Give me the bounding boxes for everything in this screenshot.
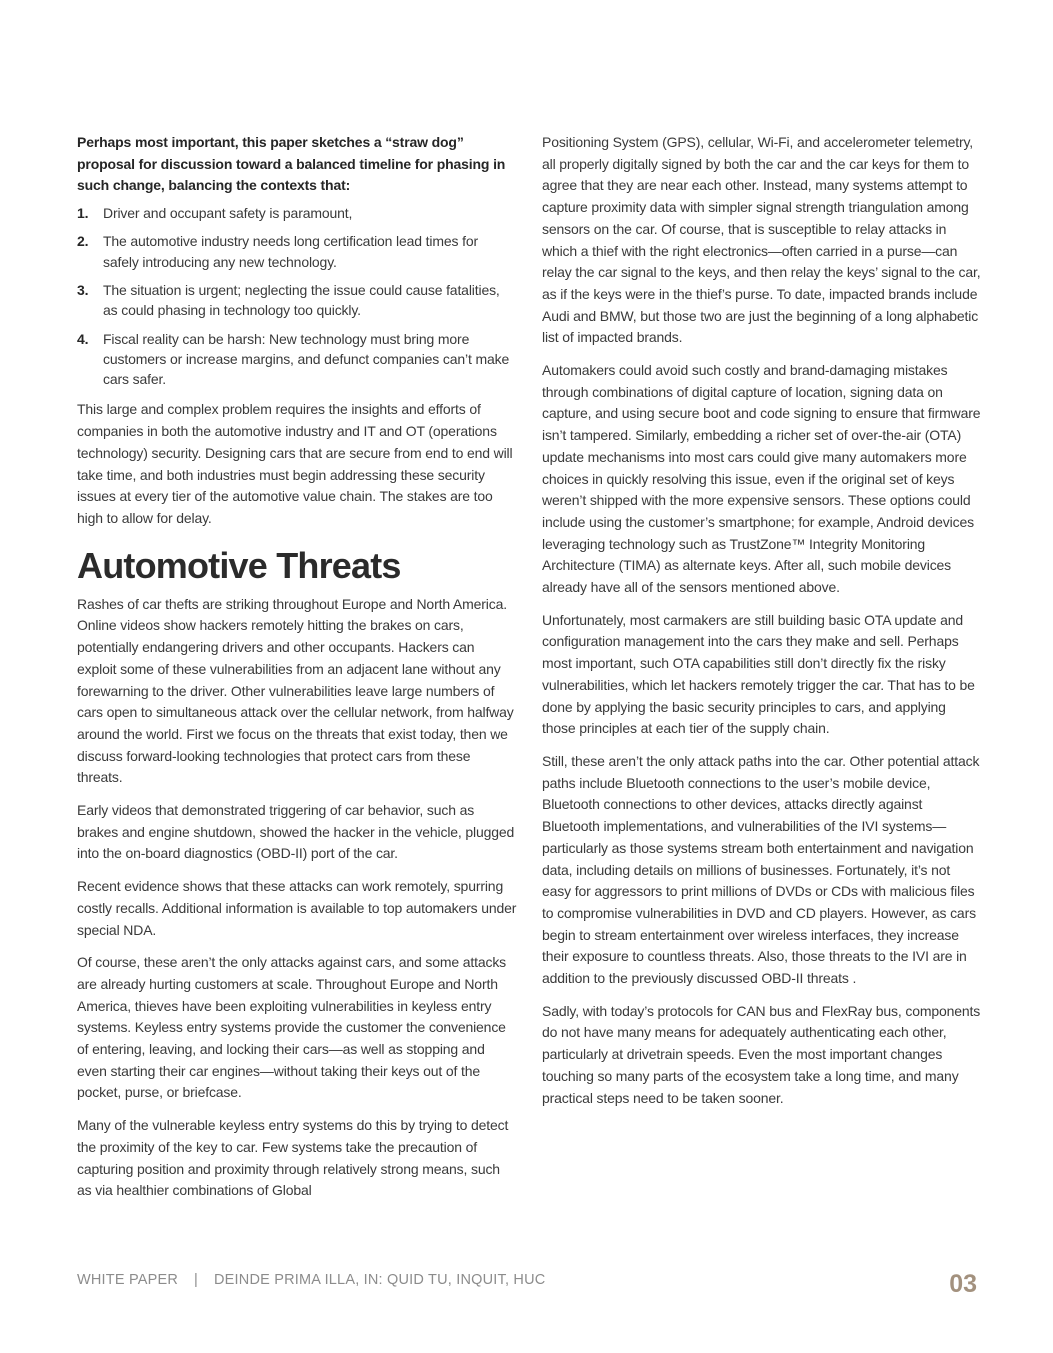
list-item-text: Fiscal reality can be harsh: New technology must bring more customers or increase margins, and defunct companies can’t make cars safer. (103, 330, 510, 388)
lead-paragraph: Perhaps most important, this paper sketches a “straw dog” proposal for discussion toward a balanced timeline for phasing in such change, balancing the contexts that: (77, 134, 506, 194)
body-paragraph: Many of the vulnerable keyless entry systems do this by trying to detect the proximity of the key to car. Few systems take the precaution of capturing position and proximity through relatively strong means, such as via healthier combinations of Global (77, 1117, 509, 1199)
section-heading: Automotive Threats (77, 544, 401, 586)
body-paragraph: Early videos that demonstrated triggering of car behavior, such as brakes and engine shutdown, showed the hacker in the vehicle, plugged into the on-board diagnostics (OBD-II) port of the car. (77, 802, 515, 862)
page-footer (77, 1272, 545, 1288)
body-paragraph: Still, these aren’t the only attack paths into the car. Other potential attack paths include Bluetooth connections to the user’s mobile device, Bluetooth connections to other devices, attacks directly against Bluetooth implementations, and vulnerabilities of the IVI systems— particularly as those systems stream both entertainment and navigation data, including details on millions of businesses. Fortunately, it’s not easy for aggressors to print millions of DVDs or CDs with malicious files to compromise vulnerabilities in DVD and CD players. However, as cars begin to stream entertainment over wireless interfaces, they increase their exposure to countless threats. Also, those threats to the IVI are in addition to the previously discussed OBD-II threats . (542, 752, 980, 987)
body-paragraph: Positioning System (GPS), cellular, Wi-Fi, and accelerometer telemetry, all properly digitally signed by both the car and the car keys for them to agree that they are near each other. Instead, many systems attempt to capture proximity data with simpler signal strength triangulation among sensors on the car. Of course, that is susceptible to relay attacks in which a thief with the right electronics—often carried in a purse—can relay the car signal to the keys, and then relay the keys’ signal to the car, as if the keys were in the thief’s purse. To date, impacted brands include Audi and BMW, but those two are just the beginning of a long alphabetic list of impacted brands. (542, 134, 981, 346)
left-column (77, 132, 517, 1213)
body-paragraph: Recent evidence shows that these attacks can work remotely, spurring costly recalls. Additional information is available to top automakers under special NDA. (77, 878, 517, 938)
list-item-text: The automotive industry needs long certification lead times for safely introducing any new technology. (103, 233, 478, 270)
footer-title: DEINDE PRIMA ILLA, IN: QUID TU, INQUIT, HUC (214, 1272, 546, 1288)
list-item-number: 2. (77, 233, 89, 250)
list-item (77, 329, 517, 390)
body-paragraph: Of course, these aren’t the only attacks against cars, and some attacks are already hurting customers at scale. Throughout Europe and North America, thieves have been exploiting vulnerabilities in keyless entry systems. Keyless entry systems provide the customer the convenience of entering, leaving, and locking their cars—as well as stopping and even starting their car engines—without taking their keys out of the pocket, purse, or briefcase. (77, 954, 507, 1101)
list-item-text: The situation is urgent; neglecting the issue could cause fatalities, as could phasing in technology too quickly. (103, 282, 500, 319)
list-item-number: 3. (77, 282, 89, 298)
body-paragraph: Unfortunately, most carmakers are still building basic OTA update and configuration management into the cars they make and sell. Perhaps most important, such OTA capabilities still don’t directly fix the risky vulnerabilities, which let hackers remotely trigger the car. That has to be done by applying the basic security principles to cars, and applying those principles at each tier of the supply chain. (542, 611, 975, 737)
list-item (77, 280, 517, 321)
list-item-text: Driver and occupant safety is paramount, (103, 205, 353, 222)
list-item-number: 1. (77, 205, 89, 222)
body-paragraph: Automakers could avoid such costly and brand-damaging mistakes through combinations of digital capture of location, signing data on capture, and using secure boot and code signing to ensure that firmware isn’t tampered. Similarly, embedding a richer set of over-the-air (OTA) update mechanisms into most cars could give many automakers more choices in quickly resolving this issue, even if the original set of keys weren’t shipped with the more expensive sensors. These options could include using the customer’s smartphone; for example, Android devices leveraging technology such as TrustZone™ Integrity Monitoring Architecture (TIMA) as alternate keys. After all, such mobile devices already have all of the sensors mentioned above. (542, 362, 981, 596)
list-item (77, 203, 517, 223)
body-paragraph: Sadly, with today’s protocols for CAN bus and FlexRay bus, components do not have many means for adequately authenticating each other, particularly at drivetrain speeds. Even the most important changes touching so many parts of the ecosystem take a long time, and many practical steps need to be taken sooner. (542, 1002, 981, 1106)
page-number: 03 (949, 1270, 977, 1298)
list-item-number: 4. (77, 330, 89, 347)
footer-separator: | (194, 1272, 198, 1288)
footer-label: WHITE PAPER (77, 1272, 179, 1288)
list-item (77, 231, 517, 272)
numbered-list (77, 203, 517, 389)
body-paragraph: Rashes of car thefts are striking throughout Europe and North America. Online videos show hackers remotely hitting the brakes on cars, potentially endangering drivers and other occupants. Hackers can exploit some of these vulnerabilities from an adjacent lane without any forewarning to the driver. Other vulnerabilities leave large numbers of cars open to simultaneous attack over the cellular network, from halfway around the world. First we focus on the threats that exist today, then we discuss forward-looking technologies that protect cars from these threats. (77, 595, 514, 786)
body-paragraph: This large and complex problem requires the insights and efforts of companies in both the automotive industry and IT and OT (operations technology) security. Designing cars that are secure from end to end will take time, and both industries must begin addressing these security issues at every tier of the automotive value chain. The stakes are too high to allow for delay. (77, 401, 513, 526)
right-column (542, 132, 982, 1120)
